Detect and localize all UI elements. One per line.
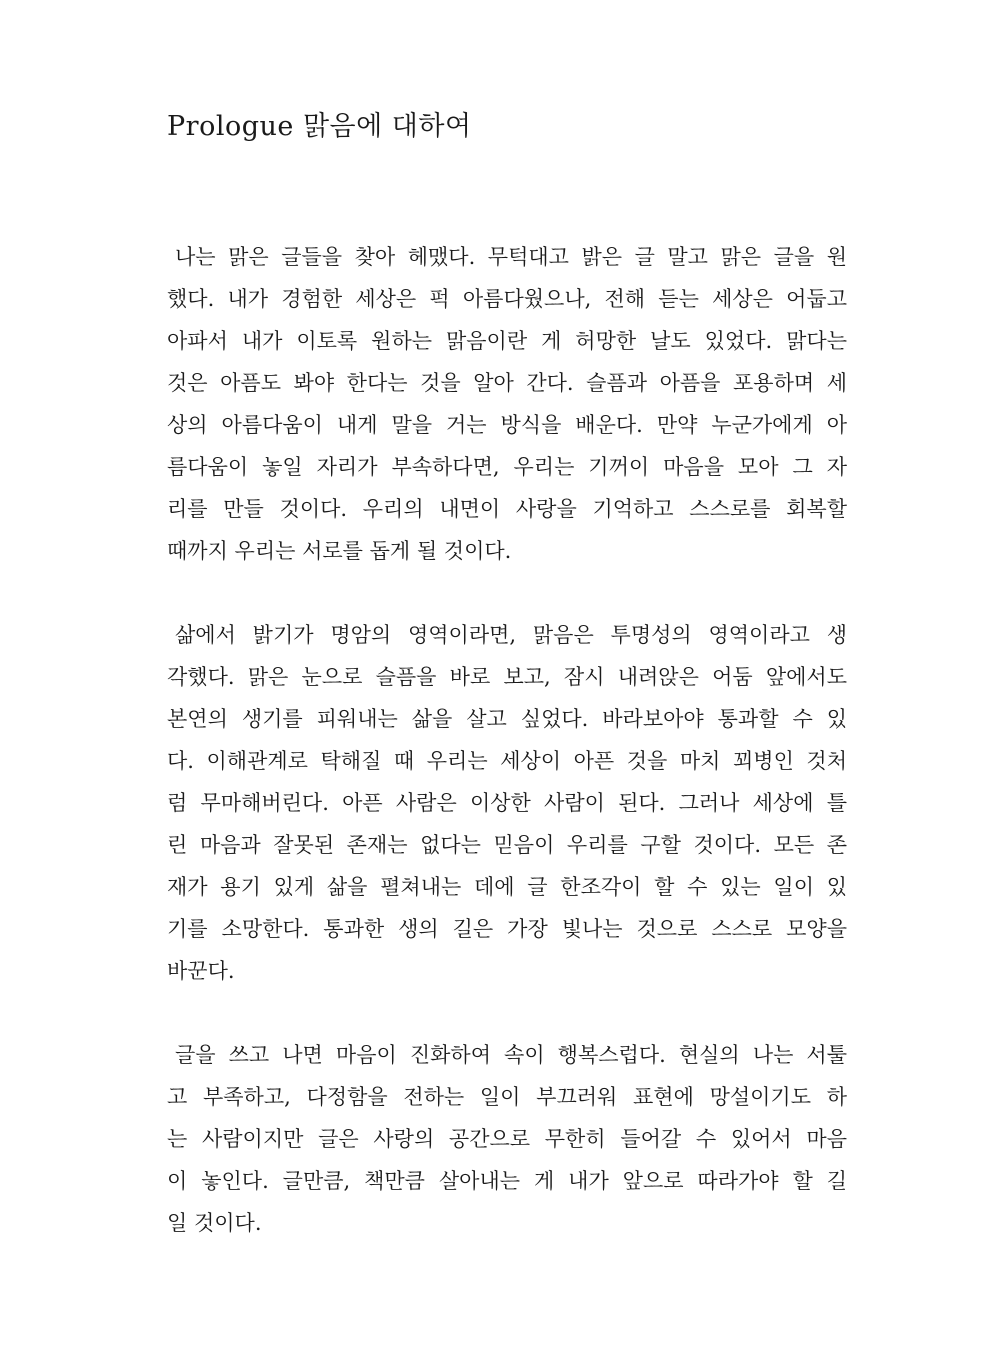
text-line: 바꾼다. [167,959,235,983]
text-line: 각했다. 맑은 눈으로 슬픔을 바로 보고, 잠시 내려앉은 어둠 앞에서도 [167,665,847,689]
text-line: 린 마음과 잘못된 존재는 없다는 믿음이 우리를 구할 것이다. 모든 존 [167,833,847,857]
prologue-body [167,236,847,1286]
text-line: 본연의 생기를 피워내는 삶을 살고 싶었다. 바라보아야 통과할 수 있 [167,707,847,731]
text-line: 일 것이다. [167,1211,262,1235]
paragraph-2 [167,614,847,992]
text-line: 때까지 우리는 서로를 돕게 될 것이다. [167,539,512,563]
text-line: 것은 아픔도 봐야 한다는 것을 알아 간다. 슬픔과 아픔을 포용하며 세 [167,371,847,395]
text-line: 이 놓인다. 글만큼, 책만큼 살아내는 게 내가 앞으로 따라가야 할 길 [167,1169,847,1193]
text-line: 나는 맑은 글들을 찾아 헤맸다. 무턱대고 밝은 글 말고 맑은 글을 원 [175,245,847,269]
text-line: 했다. 내가 경험한 세상은 퍽 아름다웠으나, 전해 듣는 세상은 어둡고 [167,287,847,311]
text-line: 고 부족하고, 다정함을 전하는 일이 부끄러워 표현에 망설이기도 하 [167,1085,847,1109]
paragraph-3 [167,1034,847,1244]
text-line: 상의 아름다움이 내게 말을 거는 방식을 배운다. 만약 누군가에게 아 [167,413,847,437]
text-line: 럼 무마해버린다. 아픈 사람은 이상한 사람이 된다. 그러나 세상에 틀 [167,791,847,815]
text-line: 기를 소망한다. 통과한 생의 길은 가장 빛나는 것으로 스스로 모양을 [167,917,847,941]
text-line: 는 사람이지만 글은 사랑의 공간으로 무한히 들어갈 수 있어서 마음 [167,1127,847,1151]
text-line: 삶에서 밝기가 명암의 영역이라면, 맑음은 투명성의 영역이라고 생 [175,623,847,647]
paragraph-1 [167,236,847,572]
text-line: 름다움이 놓일 자리가 부속하다면, 우리는 기꺼이 마음을 모아 그 자 [167,455,847,479]
text-line: 다. 이해관계로 탁해질 때 우리는 세상이 아픈 것을 마치 꾀병인 것처 [167,749,847,773]
text-line: 재가 용기 있게 삶을 펼쳐내는 데에 글 한조각이 할 수 있는 일이 있 [167,875,847,899]
text-line: 글을 쓰고 나면 마음이 진화하여 속이 행복스럽다. 현실의 나는 서툴 [175,1043,847,1067]
text-line: 리를 만들 것이다. 우리의 내면이 사랑을 기억하고 스스로를 회복할 [167,497,847,521]
page-title: Prologue 맑음에 대하여 [167,111,472,142]
text-line: 아파서 내가 이토록 원하는 맑음이란 게 허망한 날도 있었다. 맑다는 [167,329,847,353]
